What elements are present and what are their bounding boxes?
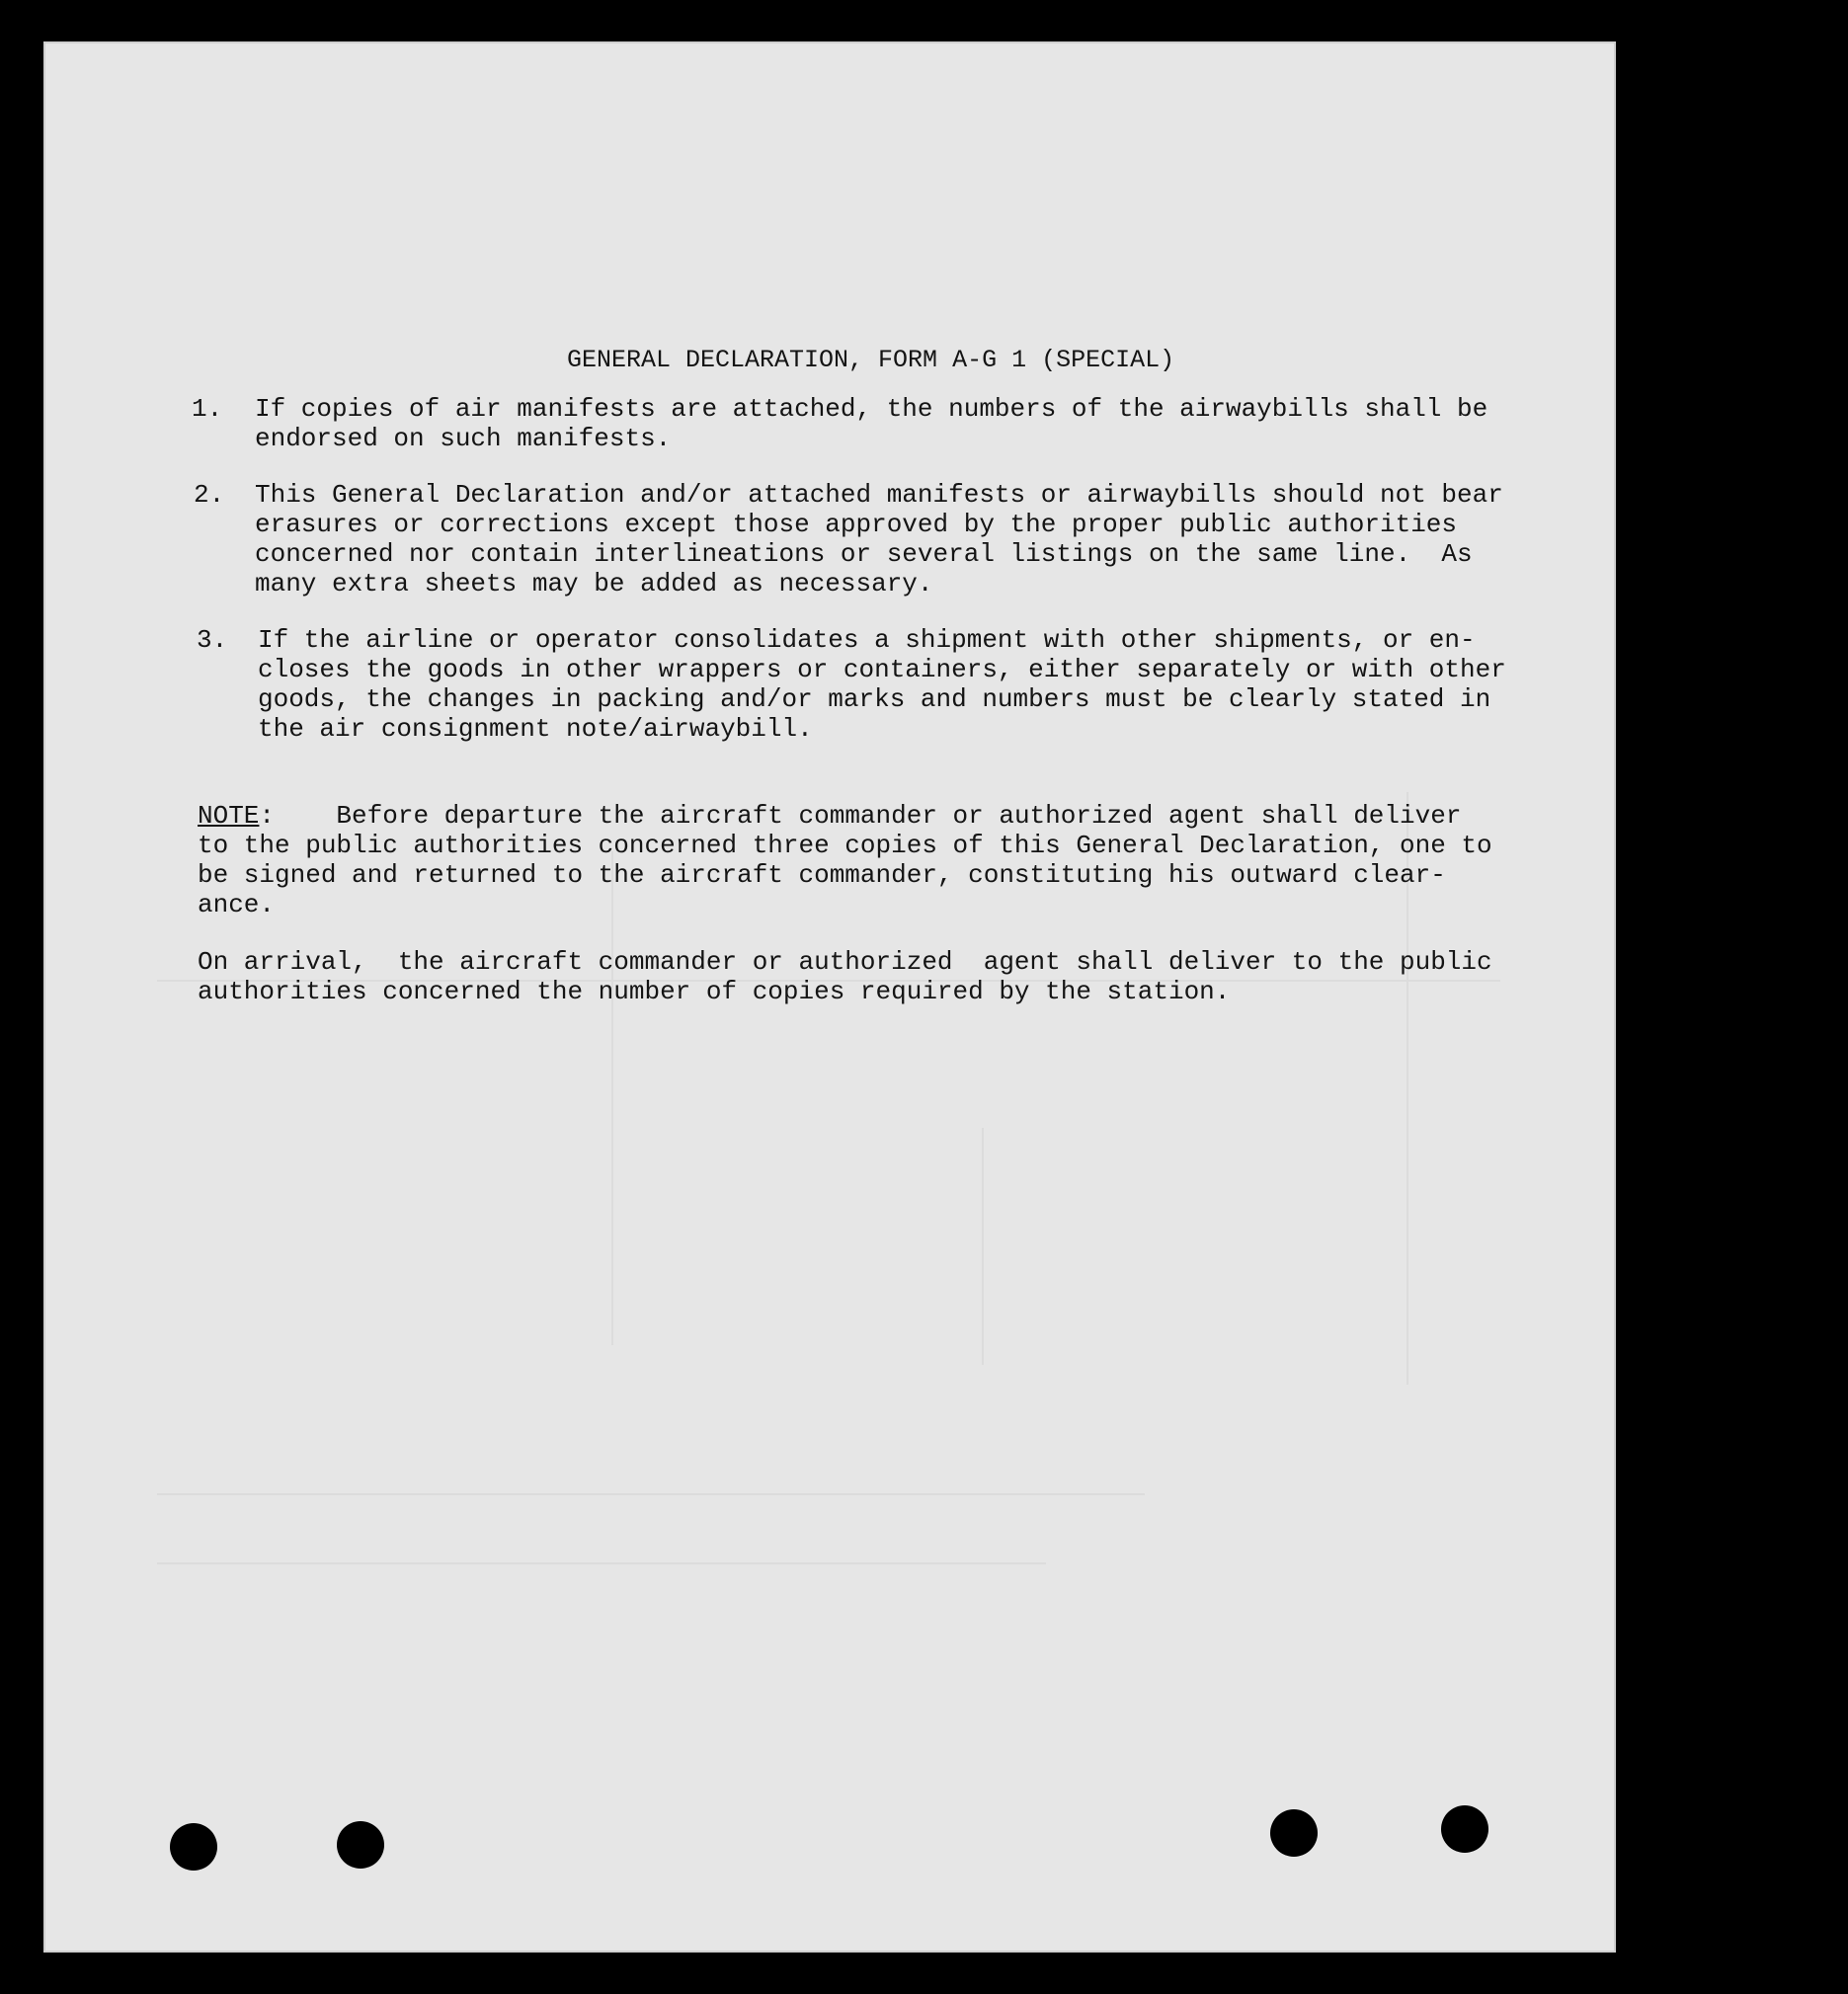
note-first-line-text: : Before departure the aircraft commander or authorized agent shall deliver	[259, 801, 1462, 831]
punch-hole	[170, 1823, 217, 1871]
arrival-line: On arrival, the aircraft commander or authorized agent shall deliver to the public	[198, 947, 1492, 977]
arrival-line: authorities concerned the number of copies required by the station.	[198, 977, 1231, 1006]
note-first-line	[198, 801, 1461, 831]
bleed-through-line	[611, 851, 613, 1345]
item-3-line: goods, the changes in packing and/or marks and numbers must be clearly stated in	[258, 684, 1491, 714]
note-line: ance.	[198, 890, 276, 919]
bleed-through-line	[157, 1562, 1046, 1564]
note-label: NOTE	[198, 801, 260, 831]
item-1-line: endorsed on such manifests.	[255, 424, 672, 453]
item-3-line: If the airline or operator consolidates a shipment with other shipments, or en-	[258, 625, 1476, 655]
item-2-line: concerned nor contain interlineations or several listings on the same line. As	[255, 539, 1473, 569]
bleed-through-line	[982, 1128, 984, 1365]
item-2-line: erasures or corrections except those approved by the proper public authorities	[255, 510, 1457, 539]
document-title: GENERAL DECLARATION, FORM A-G 1 (SPECIAL)	[567, 346, 1175, 374]
item-number: 3.	[197, 625, 228, 655]
item-number: 2.	[194, 480, 225, 510]
punch-hole	[1441, 1805, 1488, 1853]
item-2-line: many extra sheets may be added as necessary.	[255, 569, 933, 598]
document-page	[43, 41, 1616, 1953]
bleed-through-line	[157, 1493, 1145, 1495]
punch-hole	[1270, 1809, 1318, 1857]
note-line: to the public authorities concerned three copies of this General Declaration, one to	[198, 831, 1492, 860]
item-2-line: This General Declaration and/or attached manifests or airwaybills should not bear	[255, 480, 1503, 510]
note-line: be signed and returned to the aircraft commander, constituting his outward clear-	[198, 860, 1446, 890]
item-1-line: If copies of air manifests are attached, the numbers of the airwaybills shall be	[255, 394, 1488, 424]
item-number: 1.	[192, 394, 223, 424]
item-3-line: closes the goods in other wrappers or containers, either separately or with other	[258, 655, 1506, 684]
item-3-line: the air consignment note/airwaybill.	[258, 714, 813, 744]
punch-hole	[337, 1821, 384, 1869]
